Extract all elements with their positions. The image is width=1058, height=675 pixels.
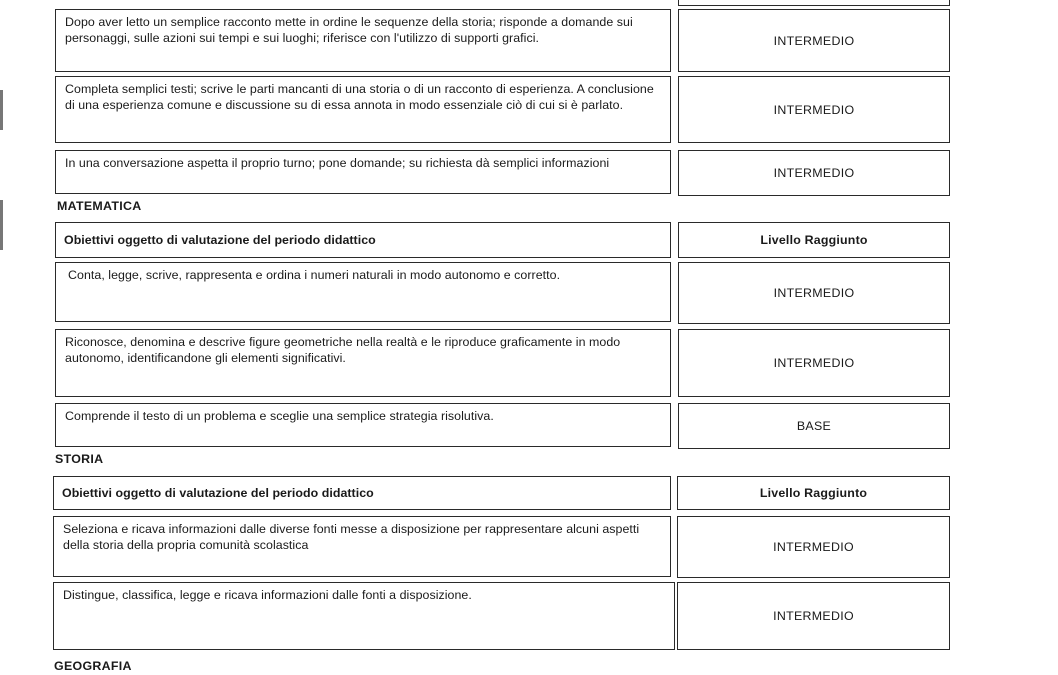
scan-margin-mark <box>0 90 3 130</box>
level-cell: INTERMEDIO <box>678 329 950 397</box>
objective-cell: Riconosce, denomina e descrive figure geometriche nella realtà e le riproduce graficamente in modo autonomo, identificandone gli elementi significativi. <box>55 329 671 397</box>
header-objectives: Obiettivi oggetto di valutazione del periodo didattico <box>55 222 671 258</box>
scan-margin-mark <box>0 200 3 250</box>
partial-row-level <box>678 0 950 6</box>
objective-cell: In una conversazione aspetta il proprio turno; pone domande; su richiesta dà semplici informazioni <box>55 150 671 194</box>
objective-cell: Dopo aver letto un semplice racconto mette in ordine le sequenze della storia; risponde a domande sui personaggi, sulle azioni sui tempi e sui luoghi; riferisce con l'utilizzo di supporti grafici. <box>55 9 671 72</box>
objective-cell: Comprende il testo di un problema e sceglie una semplice strategia risolutiva. <box>55 403 671 447</box>
objective-cell: Conta, legge, scrive, rappresenta e ordina i numeri naturali in modo autonomo e corretto. <box>55 262 671 322</box>
objective-cell: Completa semplici testi; scrive le parti mancanti di una storia o di un racconto di esperienza. A conclusione di una esperienza comune e discussione su di essa annota in modo essenziale ciò di cui si è parlato. <box>55 76 671 143</box>
header-level: Livello Raggiunto <box>677 476 950 510</box>
objective-cell: Seleziona e ricava informazioni dalle diverse fonti messe a disposizione per rappresentare alcuni aspetti della storia della propria comunità scolastica <box>53 516 671 577</box>
header-level: Livello Raggiunto <box>678 222 950 258</box>
header-objectives: Obiettivi oggetto di valutazione del periodo didattico <box>53 476 671 510</box>
level-cell: INTERMEDIO <box>678 9 950 72</box>
section-title-matematica: MATEMATICA <box>57 199 142 213</box>
objective-cell: Distingue, classifica, legge e ricava informazioni dalle fonti a disposizione. <box>53 582 675 650</box>
level-cell: BASE <box>678 403 950 449</box>
section-title-storia: STORIA <box>55 452 104 466</box>
level-cell: INTERMEDIO <box>678 76 950 143</box>
level-cell: INTERMEDIO <box>677 516 950 578</box>
level-cell: INTERMEDIO <box>678 262 950 324</box>
level-cell: INTERMEDIO <box>678 150 950 196</box>
level-cell: INTERMEDIO <box>677 582 950 650</box>
section-title-geografia: GEOGRAFIA <box>54 659 132 673</box>
